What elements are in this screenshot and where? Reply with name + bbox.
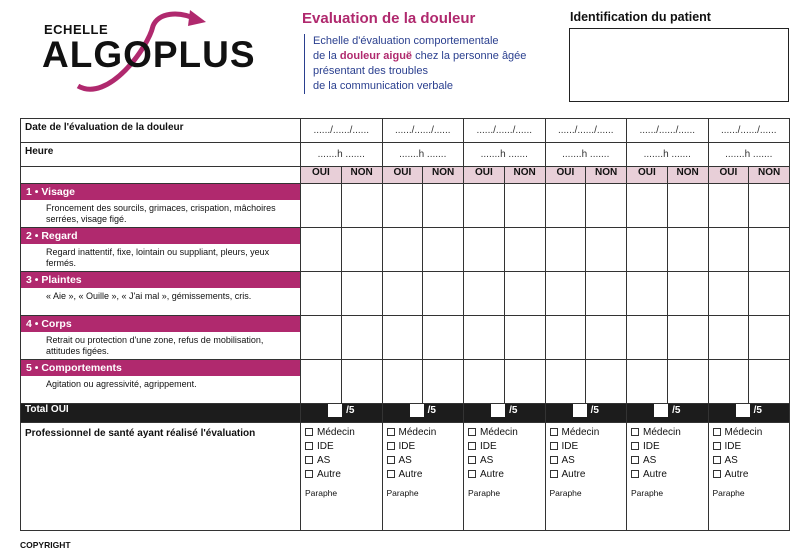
checkbox-icon[interactable]	[631, 428, 639, 436]
oui-cell[interactable]	[382, 360, 423, 404]
option-label: AS	[398, 455, 412, 466]
checkbox-icon[interactable]	[550, 442, 558, 450]
item-description: Agitation ou agressivité, agrippement.	[46, 379, 197, 389]
oui-cell[interactable]	[545, 316, 586, 360]
option-label: Médecin	[317, 427, 355, 438]
professional-option[interactable]	[713, 426, 786, 440]
non-cell[interactable]	[667, 228, 708, 272]
non-cell[interactable]	[749, 228, 790, 272]
item-title: 3 • Plaintes	[21, 272, 300, 288]
non-cell[interactable]	[586, 360, 627, 404]
oui-cell[interactable]	[545, 184, 586, 228]
heure-label: Heure	[21, 143, 301, 167]
option-label: Autre	[643, 469, 667, 480]
non-cell[interactable]	[667, 272, 708, 316]
oui-cell[interactable]	[545, 228, 586, 272]
professional-option[interactable]	[468, 454, 541, 468]
non-header: NON	[667, 167, 708, 184]
option-label: IDE	[398, 441, 416, 452]
header-blank	[21, 167, 301, 184]
professional-option[interactable]	[713, 468, 786, 482]
item-row	[21, 272, 790, 316]
professional-option[interactable]	[305, 440, 378, 454]
oui-header: OUI	[301, 167, 342, 184]
total-suffix: /5	[590, 405, 599, 417]
total-suffix: /5	[672, 405, 681, 417]
professional-option[interactable]	[713, 454, 786, 468]
heure-field[interactable]: .......h .......	[545, 143, 627, 167]
date-row	[21, 119, 790, 143]
total-cell	[464, 404, 546, 423]
option-label: Autre	[724, 469, 749, 480]
option-label: IDE	[317, 441, 334, 452]
checkbox-icon[interactable]	[305, 456, 313, 464]
total-suffix: /5	[427, 405, 436, 417]
option-label: AS	[724, 455, 738, 466]
total-suffix: /5	[753, 405, 762, 417]
paraphe-label: Paraphe	[305, 488, 338, 498]
professional-option[interactable]	[468, 440, 541, 454]
non-cell[interactable]	[341, 184, 382, 228]
option-label: Autre	[398, 469, 423, 480]
date-field[interactable]: ....../....../......	[301, 119, 383, 143]
checkbox-icon[interactable]	[713, 456, 721, 464]
non-cell[interactable]	[423, 184, 464, 228]
checkbox-icon[interactable]	[387, 456, 395, 464]
option-label: AS	[317, 455, 331, 466]
oui-cell[interactable]	[627, 184, 668, 228]
oui-header: OUI	[545, 167, 586, 184]
non-cell[interactable]	[749, 360, 790, 404]
heure-field[interactable]: .......h .......	[627, 143, 709, 167]
option-label: AS	[643, 455, 657, 466]
oui-cell[interactable]	[545, 272, 586, 316]
professional-option[interactable]	[387, 426, 460, 440]
non-cell[interactable]	[504, 316, 545, 360]
oui-header: OUI	[464, 167, 505, 184]
oui-cell[interactable]	[708, 272, 749, 316]
total-row	[21, 404, 790, 423]
total-cell	[627, 404, 709, 423]
non-cell[interactable]	[504, 184, 545, 228]
oui-cell[interactable]	[301, 360, 342, 404]
oui-cell[interactable]	[301, 272, 342, 316]
checkbox-icon[interactable]	[305, 442, 313, 450]
option-label: Médecin	[643, 427, 681, 438]
heure-field[interactable]: .......h .......	[464, 143, 546, 167]
non-cell[interactable]	[586, 228, 627, 272]
subtitle	[304, 34, 543, 94]
professional-option[interactable]	[387, 468, 460, 482]
oui-cell[interactable]	[708, 228, 749, 272]
non-cell[interactable]	[504, 228, 545, 272]
option-label: Médecin	[398, 427, 437, 438]
item-description: Retrait ou protection d'une zone, refus de mobilisation, attitudes figées.	[46, 335, 264, 356]
logo-small-text: ECHELLE	[44, 22, 109, 37]
oui-header: OUI	[708, 167, 749, 184]
option-label: Médecin	[480, 427, 518, 438]
oui-cell[interactable]	[464, 184, 505, 228]
professional-option[interactable]	[713, 440, 786, 454]
option-label: IDE	[480, 441, 497, 452]
paraphe-label: Paraphe	[549, 488, 582, 498]
professional-option[interactable]	[550, 426, 623, 440]
oui-cell[interactable]	[708, 316, 749, 360]
oui-cell[interactable]	[708, 184, 749, 228]
non-cell[interactable]	[749, 272, 790, 316]
total-cell	[545, 404, 627, 423]
copyright: COPYRIGHT	[20, 540, 71, 550]
non-header: NON	[341, 167, 382, 184]
non-cell[interactable]	[749, 316, 790, 360]
professional-option[interactable]	[550, 440, 623, 454]
professional-option[interactable]	[468, 426, 541, 440]
non-cell[interactable]	[667, 360, 708, 404]
item-title: 4 • Corps	[21, 316, 300, 332]
professional-option[interactable]	[550, 454, 623, 468]
item-title: 5 • Comportements	[21, 360, 300, 376]
option-label: Autre	[561, 469, 586, 480]
non-cell[interactable]	[586, 272, 627, 316]
total-label: Total OUI	[21, 404, 301, 423]
item-title: 1 • Visage	[21, 184, 300, 200]
checkbox-icon[interactable]	[468, 442, 476, 450]
item-label-cell	[21, 316, 301, 360]
total-suffix: /5	[346, 405, 355, 417]
professional-option[interactable]	[631, 468, 704, 482]
item-description: « Aie », « Ouille », « J'ai mal », gémissements, cris.	[46, 291, 252, 301]
oui-cell[interactable]	[627, 228, 668, 272]
checkbox-icon[interactable]	[387, 470, 395, 478]
non-cell[interactable]	[667, 184, 708, 228]
professional-option[interactable]	[305, 454, 378, 468]
non-header: NON	[423, 167, 464, 184]
professional-option[interactable]	[468, 468, 541, 482]
heure-field[interactable]: .......h .......	[382, 143, 464, 167]
non-cell[interactable]	[504, 360, 545, 404]
oui-cell[interactable]	[464, 316, 505, 360]
date-field[interactable]: ....../....../......	[627, 119, 709, 143]
oui-cell[interactable]	[464, 360, 505, 404]
professional-label: Professionnel de santé ayant réalisé l'évaluation	[21, 423, 301, 531]
heure-field[interactable]: .......h .......	[708, 143, 790, 167]
total-cell	[301, 404, 383, 423]
option-label: Médecin	[561, 427, 600, 438]
subtitle-line-1: Echelle d'évaluation comportementale	[313, 35, 499, 47]
total-cell	[708, 404, 790, 423]
oui-cell[interactable]	[382, 272, 423, 316]
paraphe-label: Paraphe	[712, 488, 745, 498]
non-cell[interactable]	[423, 228, 464, 272]
non-cell[interactable]	[341, 360, 382, 404]
item-label-cell	[21, 228, 301, 272]
checkbox-icon[interactable]	[713, 470, 721, 478]
checkbox-icon[interactable]	[468, 470, 476, 478]
total-input[interactable]	[328, 404, 342, 417]
total-input[interactable]	[736, 404, 750, 417]
oui-cell[interactable]	[627, 316, 668, 360]
paraphe-label: Paraphe	[468, 488, 501, 498]
option-label: Médecin	[724, 427, 763, 438]
oui-cell[interactable]	[708, 360, 749, 404]
date-field[interactable]: ....../....../......	[545, 119, 627, 143]
non-cell[interactable]	[423, 272, 464, 316]
option-label: AS	[480, 455, 494, 466]
professional-option[interactable]	[387, 454, 460, 468]
checkbox-icon[interactable]	[468, 456, 476, 464]
option-label: AS	[561, 455, 575, 466]
checkbox-icon[interactable]	[550, 428, 558, 436]
total-suffix: /5	[509, 405, 518, 417]
oui-non-header	[21, 167, 790, 184]
non-cell[interactable]	[341, 316, 382, 360]
item-label-cell	[21, 184, 301, 228]
professional-options	[301, 423, 383, 531]
checkbox-icon[interactable]	[468, 428, 476, 436]
oui-cell[interactable]	[627, 360, 668, 404]
total-input[interactable]	[654, 404, 668, 417]
heure-row	[21, 143, 790, 167]
professional-options	[627, 423, 709, 531]
non-cell[interactable]	[341, 228, 382, 272]
patient-id-title: Identification du patient	[570, 10, 711, 24]
non-cell[interactable]	[586, 184, 627, 228]
item-title: 2 • Regard	[21, 228, 300, 244]
oui-cell[interactable]	[301, 228, 342, 272]
professional-row	[21, 423, 790, 531]
oui-header: OUI	[627, 167, 668, 184]
non-cell[interactable]	[423, 360, 464, 404]
date-field[interactable]: ....../....../......	[382, 119, 464, 143]
subtitle-line-4: de la communication verbale	[313, 80, 454, 92]
professional-options	[708, 423, 790, 531]
paraphe-label: Paraphe	[386, 488, 419, 498]
professional-option[interactable]	[305, 468, 378, 482]
oui-cell[interactable]	[301, 316, 342, 360]
oui-header: OUI	[382, 167, 423, 184]
professional-option[interactable]	[631, 426, 704, 440]
item-description: Regard inattentif, fixe, lointain ou suppliant, pleurs, yeux fermés.	[46, 247, 270, 268]
non-cell[interactable]	[341, 272, 382, 316]
oui-cell[interactable]	[382, 184, 423, 228]
checkbox-icon[interactable]	[305, 428, 313, 436]
professional-option[interactable]	[387, 440, 460, 454]
non-header: NON	[504, 167, 545, 184]
oui-cell[interactable]	[464, 228, 505, 272]
checkbox-icon[interactable]	[387, 428, 395, 436]
total-input[interactable]	[491, 404, 505, 417]
checkbox-icon[interactable]	[305, 470, 313, 478]
checkbox-icon[interactable]	[550, 470, 558, 478]
oui-cell[interactable]	[627, 272, 668, 316]
oui-cell[interactable]	[545, 360, 586, 404]
professional-options	[464, 423, 546, 531]
heure-field[interactable]: .......h .......	[301, 143, 383, 167]
non-cell[interactable]	[667, 316, 708, 360]
professional-option[interactable]	[631, 440, 704, 454]
checkbox-icon[interactable]	[631, 470, 639, 478]
item-label-cell	[21, 272, 301, 316]
subtitle-line-2: de la douleur aiguë chez la personne âgée	[313, 50, 527, 62]
total-cell	[382, 404, 464, 423]
professional-options	[382, 423, 464, 531]
logo-big-text: ALGOPLUS	[42, 34, 256, 75]
checkbox-icon[interactable]	[387, 442, 395, 450]
date-label: Date de l'évaluation de la douleur	[21, 119, 301, 143]
subtitle-line-3: présentant des troubles	[313, 65, 428, 77]
oui-cell[interactable]	[382, 316, 423, 360]
professional-options	[545, 423, 627, 531]
oui-cell[interactable]	[382, 228, 423, 272]
option-label: IDE	[561, 441, 579, 452]
checkbox-icon[interactable]	[631, 442, 639, 450]
checkbox-icon[interactable]	[631, 456, 639, 464]
algoplus-logo	[38, 8, 256, 98]
date-field[interactable]: ....../....../......	[708, 119, 790, 143]
date-field[interactable]: ....../....../......	[464, 119, 546, 143]
option-label: IDE	[643, 441, 660, 452]
item-row	[21, 228, 790, 272]
total-input[interactable]	[573, 404, 587, 417]
item-row	[21, 184, 790, 228]
item-row	[21, 360, 790, 404]
non-cell[interactable]	[504, 272, 545, 316]
item-description: Froncement des sourcils, grimaces, crispation, mâchoires serrées, visage figé.	[46, 203, 276, 224]
professional-option[interactable]	[305, 426, 378, 440]
item-row	[21, 316, 790, 360]
option-label: IDE	[724, 441, 742, 452]
non-header: NON	[586, 167, 627, 184]
evaluation-grid	[20, 118, 790, 531]
option-label: Autre	[480, 469, 504, 480]
oui-cell[interactable]	[464, 272, 505, 316]
oui-cell[interactable]	[301, 184, 342, 228]
checkbox-icon[interactable]	[713, 428, 721, 436]
option-label: Autre	[317, 469, 341, 480]
non-cell[interactable]	[586, 316, 627, 360]
checkbox-icon[interactable]	[550, 456, 558, 464]
non-cell[interactable]	[423, 316, 464, 360]
total-input[interactable]	[410, 404, 424, 417]
professional-option[interactable]	[550, 468, 623, 482]
paraphe-label: Paraphe	[631, 488, 664, 498]
patient-id-box[interactable]	[569, 28, 789, 102]
item-label-cell	[21, 360, 301, 404]
professional-option[interactable]	[631, 454, 704, 468]
page-title: Evaluation de la douleur	[302, 10, 476, 27]
non-header: NON	[749, 167, 790, 184]
checkbox-icon[interactable]	[713, 442, 721, 450]
non-cell[interactable]	[749, 184, 790, 228]
